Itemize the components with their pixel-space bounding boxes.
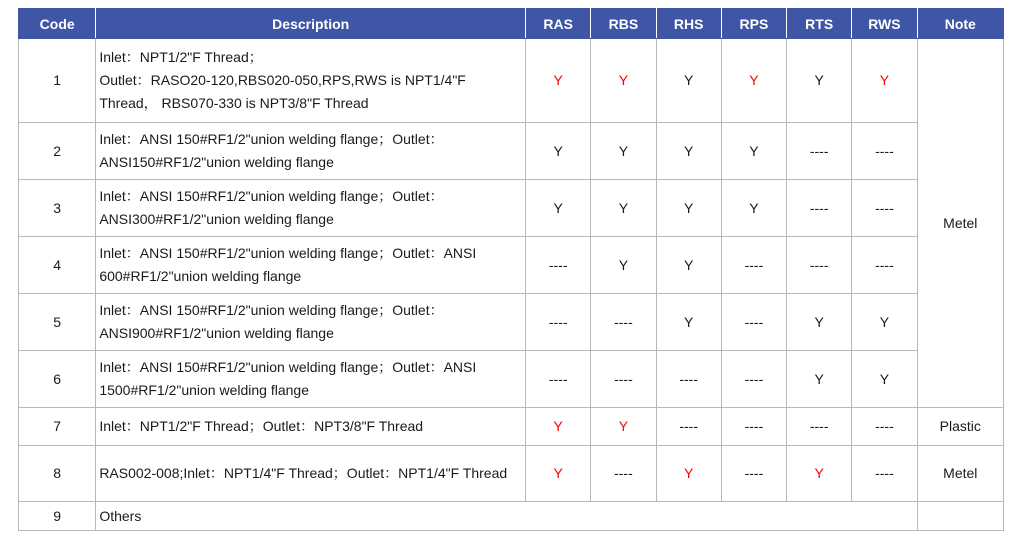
rps-cell: Y xyxy=(721,123,786,180)
rws-cell: Y xyxy=(852,294,917,351)
code-cell: 3 xyxy=(19,180,96,237)
ras-cell: ---- xyxy=(526,351,591,408)
table-row xyxy=(19,294,1004,351)
description-cell: Others xyxy=(96,502,917,531)
rhs-cell: Y xyxy=(656,294,721,351)
description-cell xyxy=(96,39,526,123)
rps-cell: ---- xyxy=(721,294,786,351)
rhs-cell: Y xyxy=(656,180,721,237)
rbs-cell: ---- xyxy=(591,351,656,408)
table-row xyxy=(19,408,1004,446)
rts-cell: Y xyxy=(787,446,852,502)
description-cell: RAS002-008;Inlet：NPT1/4"F Thread；Outlet：NPT1/4"F Thread xyxy=(96,446,526,502)
ras-cell: ---- xyxy=(526,294,591,351)
rbs-cell: Y xyxy=(591,180,656,237)
description-cell: Inlet：NPT1/2"F Thread；Outlet：NPT3/8"F Thread xyxy=(96,408,526,446)
table-row xyxy=(19,180,1004,237)
code-cell: 6 xyxy=(19,351,96,408)
code-cell: 8 xyxy=(19,446,96,502)
description-line: Inlet：NPT1/2"F Thread； Outlet：RASO20-120,RBS020-050,RPS,RWS is NPT1/4"F Thread， RBS070-330 is NPT3/8"F Thread xyxy=(99,49,466,111)
description-cell: Inlet：ANSI 150#RF1/2"union welding flange；Outlet：ANSI 1500#RF1/2"union welding flange xyxy=(96,351,526,408)
code-cell: 4 xyxy=(19,237,96,294)
ras-cell: Y xyxy=(526,408,591,446)
rps-cell: Y xyxy=(721,39,786,123)
header-rbs: RBS xyxy=(591,9,656,39)
header-ras: RAS xyxy=(526,9,591,39)
table-row xyxy=(19,446,1004,502)
table-row xyxy=(19,123,1004,180)
ras-cell: Y xyxy=(526,123,591,180)
rws-cell: ---- xyxy=(852,180,917,237)
header-code: Code xyxy=(19,9,96,39)
table-row xyxy=(19,351,1004,408)
rbs-cell: Y xyxy=(591,237,656,294)
rps-cell: ---- xyxy=(721,446,786,502)
valve-options-table xyxy=(18,8,1004,531)
rws-cell: ---- xyxy=(852,446,917,502)
ras-cell: Y xyxy=(526,39,591,123)
description-cell: Inlet：ANSI 150#RF1/2"union welding flange；Outlet：ANSI300#RF1/2"union welding flange xyxy=(96,180,526,237)
rts-cell: ---- xyxy=(787,237,852,294)
rws-cell: ---- xyxy=(852,237,917,294)
header-description: Description xyxy=(96,9,526,39)
header-rhs: RHS xyxy=(656,9,721,39)
header-rts: RTS xyxy=(787,9,852,39)
rbs-cell: Y xyxy=(591,123,656,180)
ras-cell: Y xyxy=(526,446,591,502)
description-cell: Inlet：ANSI 150#RF1/2"union welding flange；Outlet：ANSI 600#RF1/2"union welding flange xyxy=(96,237,526,294)
ras-cell: ---- xyxy=(526,237,591,294)
header-rws: RWS xyxy=(852,9,917,39)
rts-cell: Y xyxy=(787,294,852,351)
header-row xyxy=(19,9,1004,39)
rps-cell: ---- xyxy=(721,237,786,294)
note-cell: Metel xyxy=(917,446,1003,502)
rhs-cell: Y xyxy=(656,237,721,294)
rts-cell: ---- xyxy=(787,123,852,180)
code-cell: 2 xyxy=(19,123,96,180)
rws-cell: Y xyxy=(852,351,917,408)
header-note: Note xyxy=(917,9,1003,39)
code-cell: 5 xyxy=(19,294,96,351)
rbs-cell: ---- xyxy=(591,294,656,351)
table-row xyxy=(19,237,1004,294)
rhs-cell: Y xyxy=(656,446,721,502)
rts-cell: Y xyxy=(787,39,852,123)
header-rps: RPS xyxy=(721,9,786,39)
table-wrapper xyxy=(18,8,1004,531)
rts-cell: ---- xyxy=(787,180,852,237)
rps-cell: ---- xyxy=(721,351,786,408)
code-cell: 9 xyxy=(19,502,96,531)
rps-cell: Y xyxy=(721,180,786,237)
rws-cell: Y xyxy=(852,39,917,123)
rhs-cell: Y xyxy=(656,39,721,123)
rps-cell: ---- xyxy=(721,408,786,446)
rhs-cell: ---- xyxy=(656,408,721,446)
rws-cell: ---- xyxy=(852,408,917,446)
rhs-cell: ---- xyxy=(656,351,721,408)
code-cell: 7 xyxy=(19,408,96,446)
note-cell: Plastic xyxy=(917,408,1003,446)
rws-cell: ---- xyxy=(852,123,917,180)
description-cell: Inlet：ANSI 150#RF1/2"union welding flange；Outlet：ANSI900#RF1/2"union welding flange xyxy=(96,294,526,351)
description-cell: Inlet：ANSI 150#RF1/2"union welding flange；Outlet：ANSI150#RF1/2"union welding flange xyxy=(96,123,526,180)
code-cell: 1 xyxy=(19,39,96,123)
note-cell: Metel xyxy=(917,39,1003,408)
rbs-cell: Y xyxy=(591,408,656,446)
note-cell xyxy=(917,502,1003,531)
rbs-cell: Y xyxy=(591,39,656,123)
ras-cell: Y xyxy=(526,180,591,237)
rts-cell: ---- xyxy=(787,408,852,446)
rbs-cell: ---- xyxy=(591,446,656,502)
rts-cell: Y xyxy=(787,351,852,408)
rhs-cell: Y xyxy=(656,123,721,180)
table-row xyxy=(19,39,1004,123)
table-row xyxy=(19,502,1004,531)
